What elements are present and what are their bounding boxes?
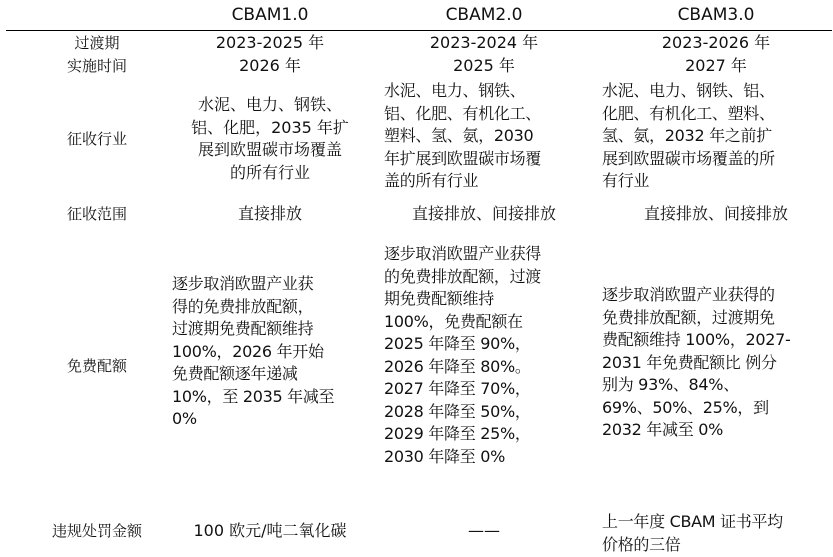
cell-cbam2-transition: 2023-2024 年 2025 年 xyxy=(429,33,539,75)
cell-cbam2-industries: 水泥、电力、钢铁、 铝、化肥、有机化工、 塑料、氢、氨，2030 年扩展到欧盟碳市场覆 盖的所有行业 xyxy=(384,81,542,190)
cell-cbam2-free-allowance: 逐步取消欧盟产业获得 的免费排放配额，过渡 期免费配额维持 100%，免费配额在 2025 年降至 90%， 2026 年降至 80%。 2027 年降至 70%， 2028 年降至 50%， 2029 年降至 25%， 2030 年降至 0% xyxy=(384,244,542,466)
column-header-cbam2: CBAM2.0 xyxy=(445,5,523,25)
row-label-transition: 过渡期 实施时间 xyxy=(66,34,127,75)
cell-cbam3-free-allowance: 逐步取消欧盟产业获得的 免费排放配额，过渡期免 费配额维持 100%，2027- 2031 年免费配额比 例分 别为 93%、84%、 69%、50%、25%，到 2032 年减至 0% xyxy=(602,285,791,439)
cell-cbam1-industries: 水泥、电力、钢铁、 铝、化肥，2035 年扩 展到欧盟碳市场覆盖 的所有行业 xyxy=(191,95,349,182)
cell-cbam2-penalty: —— xyxy=(468,521,500,540)
row-label-scope: 征收范围 xyxy=(66,205,127,223)
column-header-cbam3: CBAM3.0 xyxy=(677,5,755,25)
column-header-cbam1: CBAM1.0 xyxy=(231,5,309,25)
cell-cbam3-industries: 水泥、电力、钢铁、铝、 化肥、有机化工、塑料、 氢、氨，2032 年之前扩 展到欧盟碳市场覆盖的所 有行业 xyxy=(602,81,775,190)
row-label-free-allowance: 免费配额 xyxy=(66,357,127,375)
cell-cbam1-penalty: 100 欧元/吨二氧化碳 xyxy=(193,521,347,540)
header-rule xyxy=(6,30,832,31)
cell-cbam1-free-allowance: 逐步取消欧盟产业获 得的免费排放配额， 过渡期免费配额维持 100%，2026 年开始 免费配额逐年递减 10%，至 2035 年减至 0% xyxy=(172,274,335,428)
cell-cbam3-penalty: 上一年度 CBAM 证书平均 价格的三倍 xyxy=(602,512,783,554)
cell-cbam2-scope: 直接排放、间接排放 xyxy=(411,204,556,223)
row-label-penalty: 违规处罚金额 xyxy=(51,522,142,540)
row-label-industries: 征收行业 xyxy=(66,130,127,148)
cell-cbam1-transition: 2023-2025 年 2026 年 xyxy=(215,33,325,75)
cell-cbam3-transition: 2023-2026 年 2027 年 xyxy=(661,33,771,75)
cell-cbam3-scope: 直接排放、间接排放 xyxy=(643,204,788,223)
cell-cbam1-scope: 直接排放 xyxy=(237,204,302,223)
